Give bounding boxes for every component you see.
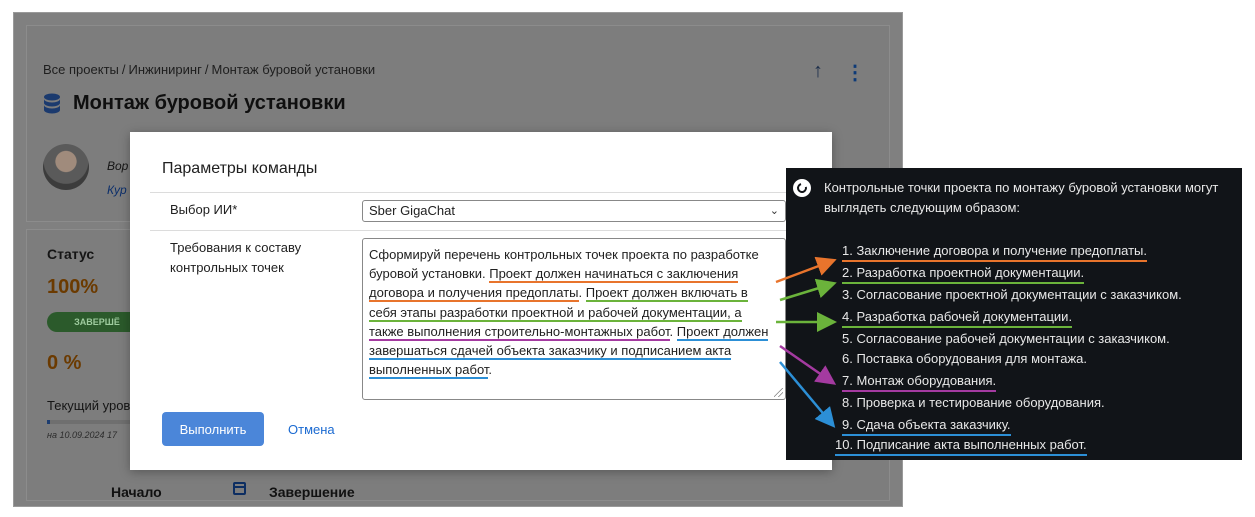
dialog-divider <box>150 230 812 231</box>
ai-model-selected: Sber GigaChat <box>369 203 455 218</box>
owner-name: Вор <box>107 159 129 173</box>
gigachat-response-panel <box>786 168 1242 460</box>
checkpoint-item: 2. Разработка проектной документации. <box>842 264 1084 284</box>
gigachat-logo-icon <box>793 179 811 197</box>
requirements-label-line: контрольных точек <box>170 260 284 275</box>
req-text-start-highlight: Проект должен начинаться с заключения договора и получения предоплаты <box>369 266 739 301</box>
completion-percent: 100% <box>47 276 99 298</box>
dialog-divider <box>150 192 812 193</box>
start-label: Начало <box>111 484 162 500</box>
req-text-plain: Сформируй перечень контрольных точек проекта по разработке буровой установки. <box>369 247 759 282</box>
checkpoint-item: 6. Поставка оборудования для монтажа. <box>842 351 1087 366</box>
breadcrumb-current: Монтаж буровой установки <box>211 62 376 77</box>
checkpoint-item: 5. Согласование рабочей документации с заказчиком. <box>842 331 1170 346</box>
avatar[interactable] <box>43 144 89 190</box>
checkpoint-item: 3. Согласование проектной документации с заказчиком. <box>842 287 1182 302</box>
status-badge: ЗАВЕРШЁ <box>47 312 147 332</box>
checkpoint-item: 4. Разработка рабочей документации. <box>842 308 1072 328</box>
breadcrumb <box>43 62 375 77</box>
response-intro: Контрольные точки проекта по монтажу буровой установки могут выглядеть следующим образом: <box>824 180 1219 215</box>
checkpoint-item: 1. Заключение договора и получение предоплаты. <box>842 242 1147 262</box>
level-date: на 10.09.2024 17 <box>47 430 118 440</box>
page-title: Монтаж буровой установки <box>73 92 346 114</box>
req-text-finish-highlight: Проект должен завершаться сдачей объекта заказчику и подписанием акта выполненных работ <box>369 323 769 378</box>
breadcrumb-separator: / <box>204 62 209 77</box>
level-progress-bar <box>47 420 137 424</box>
resize-handle-icon[interactable] <box>774 388 783 397</box>
database-icon <box>43 93 61 115</box>
requirements-textarea[interactable] <box>362 238 786 400</box>
more-vertical-icon[interactable]: ⋮ <box>845 62 865 84</box>
end-label: Завершение <box>269 484 355 500</box>
arrow-up-icon[interactable]: ↑ <box>813 60 823 82</box>
run-button[interactable]: Выполнить <box>162 412 264 446</box>
current-level-label: Текущий уров <box>47 398 131 413</box>
ai-model-select[interactable] <box>362 200 786 222</box>
secondary-percent: 0 % <box>47 352 82 374</box>
req-text-construction-highlight: также выполнения строительно-монтажных работ <box>369 323 670 339</box>
page-title-row <box>43 92 346 115</box>
owner-info <box>107 154 128 202</box>
req-text-plain: . <box>669 323 677 339</box>
cancel-link[interactable]: Отмена <box>288 422 335 437</box>
checkpoint-item: 8. Проверка и тестирование оборудования. <box>842 395 1105 410</box>
dialog-title: Параметры команды <box>162 160 318 177</box>
req-text-plain: . <box>488 362 493 378</box>
ai-select-label: Выбор ИИ* <box>170 202 238 217</box>
status-heading: Статус <box>47 246 95 262</box>
req-text-plain: . <box>578 285 586 301</box>
command-params-dialog <box>130 132 832 470</box>
owner-role-link[interactable]: Кур <box>107 183 127 197</box>
checkpoint-item: 10. Подписание акта выполненных работ. <box>835 436 1087 456</box>
header-actions <box>813 60 865 85</box>
breadcrumb-separator: / <box>121 62 126 77</box>
req-text-docs-highlight: Проект должен включать в себя этапы разработки проектной и рабочей документации, а <box>369 285 748 320</box>
breadcrumb-engineering[interactable]: Инжиниринг <box>128 62 202 77</box>
level-progress-fill <box>47 420 50 424</box>
checkpoint-item: 7. Монтаж оборудования. <box>842 372 996 392</box>
requirements-label <box>170 238 301 278</box>
requirements-label-line: Требования к составу <box>170 240 302 255</box>
breadcrumb-all-projects[interactable]: Все проекты <box>43 62 119 77</box>
checkpoint-item: 9. Сдача объекта заказчику. <box>842 416 1011 436</box>
calendar-icon[interactable] <box>233 482 246 495</box>
chevron-down-icon: ⌄ <box>769 205 779 217</box>
